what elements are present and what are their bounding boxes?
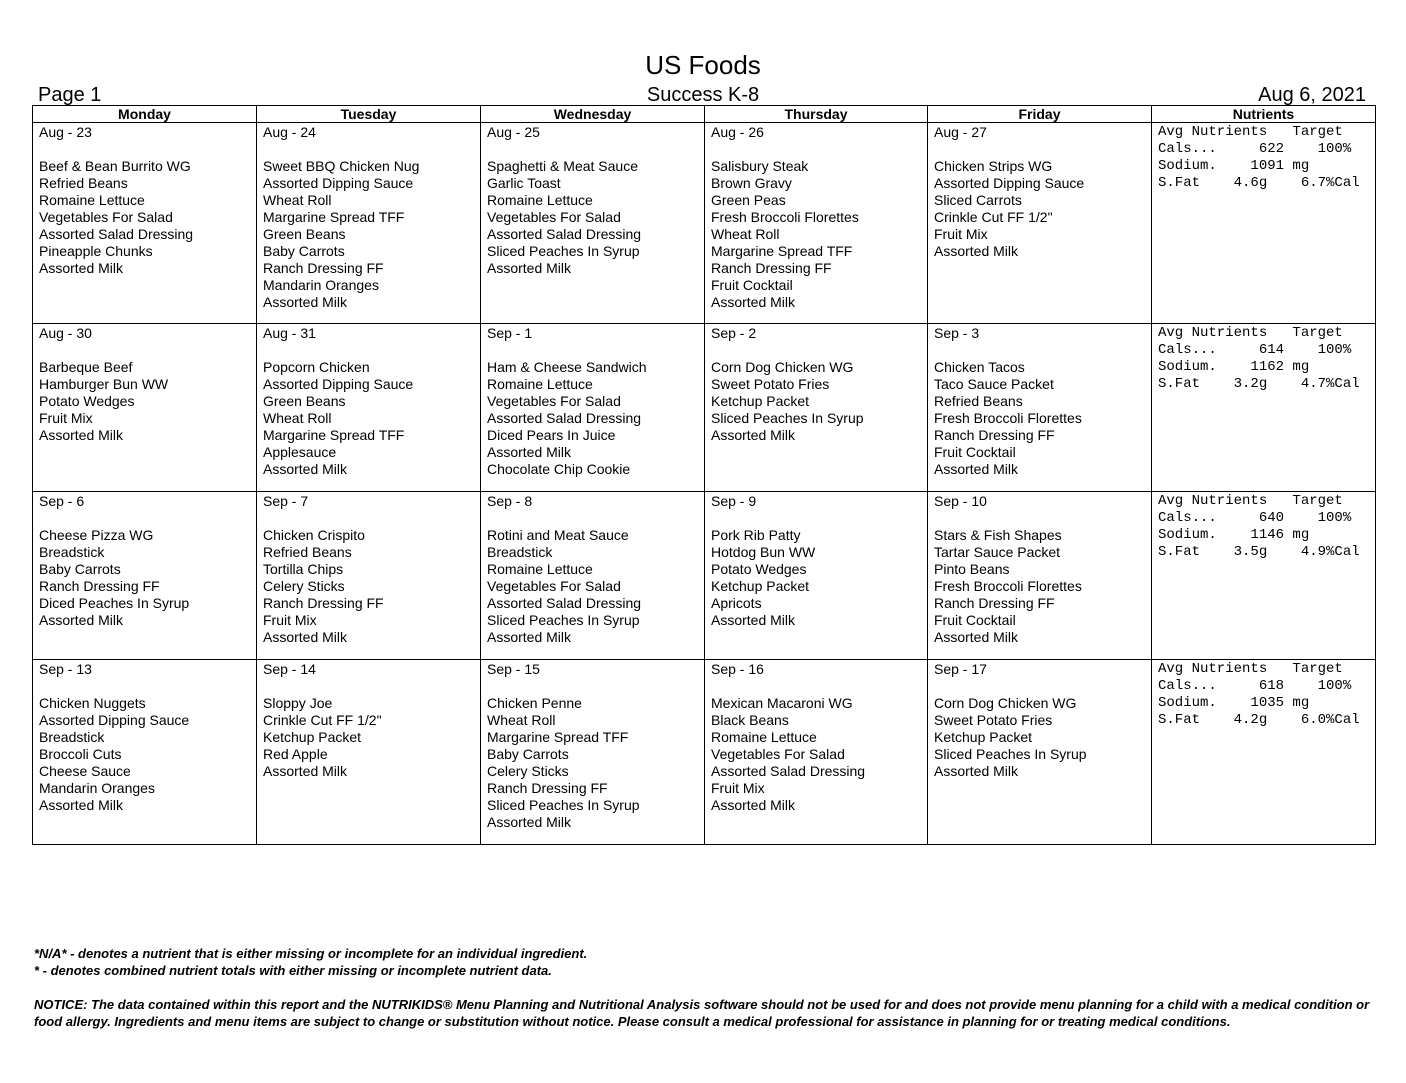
menu-item: Fresh Broccoli Florettes [934, 578, 1082, 594]
menu-item: Romaine Lettuce [39, 192, 145, 208]
day-cell [705, 324, 928, 492]
column-header-monday: Monday [33, 106, 257, 123]
menu-item: Breadstick [487, 544, 553, 560]
menu-item: Fruit Mix [39, 410, 93, 426]
menu-item: Diced Peaches In Syrup [39, 595, 190, 611]
day-cell [257, 492, 481, 660]
nutrients-cell [1152, 324, 1376, 492]
menu-item: Fruit Mix [263, 612, 317, 628]
menu-item: Ranch Dressing FF [263, 595, 384, 611]
menu-item: Wheat Roll [263, 192, 332, 208]
menu-item: Applesauce [263, 444, 337, 460]
menu-item: Margarine Spread TFF [711, 243, 853, 259]
day-cell [257, 660, 481, 845]
day-date: Aug - 30 [39, 325, 92, 341]
day-cell [257, 123, 481, 324]
menu-item: Corn Dog Chicken WG [934, 695, 1077, 711]
menu-item: Celery Sticks [263, 578, 345, 594]
menu-item: Assorted Milk [934, 763, 1019, 779]
day-date: Sep - 3 [934, 325, 980, 341]
menu-item: Assorted Dipping Sauce [263, 376, 414, 392]
menu-item: Fruit Mix [934, 226, 988, 242]
menu-item: Assorted Milk [263, 763, 348, 779]
day-cell [33, 324, 257, 492]
menu-item: Assorted Milk [487, 814, 572, 830]
nutrients-cell [1152, 660, 1376, 845]
day-date: Aug - 25 [487, 124, 540, 140]
school-name: Success K-8 [646, 84, 760, 106]
nutrient-line: Cals... 640 100% [1158, 510, 1352, 526]
menu-item: Vegetables For Salad [487, 209, 621, 225]
nutrient-line: Sodium. 1162 mg [1158, 359, 1310, 375]
column-header-tuesday: Tuesday [257, 106, 481, 123]
column-header-wednesday: Wednesday [481, 106, 705, 123]
menu-item: Sliced Peaches In Syrup [711, 410, 864, 426]
menu-item: Ketchup Packet [711, 578, 810, 594]
menu-item: Crinkle Cut FF 1/2" [934, 209, 1053, 225]
menu-item: Ranch Dressing FF [934, 595, 1055, 611]
nutrient-line: Sodium. 1035 mg [1158, 695, 1310, 711]
nutrient-line: Avg Nutrients Target [1158, 661, 1343, 677]
day-date: Aug - 31 [263, 325, 316, 341]
menu-item: Brown Gravy [711, 175, 792, 191]
day-date: Aug - 23 [39, 124, 92, 140]
menu-item: Cheese Pizza WG [39, 527, 154, 543]
menu-item: Black Beans [711, 712, 789, 728]
menu-item: Assorted Dipping Sauce [263, 175, 414, 191]
menu-item: Assorted Salad Dressing [711, 763, 866, 779]
menu-item: Vegetables For Salad [487, 393, 621, 409]
day-date: Sep - 8 [487, 493, 533, 509]
menu-item: Vegetables For Salad [487, 578, 621, 594]
menu-item: Celery Sticks [487, 763, 569, 779]
menu-item: Crinkle Cut FF 1/2" [263, 712, 382, 728]
menu-item: Chocolate Chip Cookie [487, 461, 631, 477]
menu-item: Wheat Roll [487, 712, 556, 728]
nutrient-line: Cals... 614 100% [1158, 342, 1352, 358]
day-date: Sep - 17 [934, 661, 987, 677]
menu-item: Sweet BBQ Chicken Nug [263, 158, 420, 174]
menu-item: Assorted Dipping Sauce [934, 175, 1085, 191]
day-cell [705, 660, 928, 845]
menu-item: Wheat Roll [711, 226, 780, 242]
menu-item: Mandarin Oranges [39, 780, 155, 796]
menu-item: Pinto Beans [934, 561, 1010, 577]
day-cell [33, 123, 257, 324]
menu-item: Assorted Milk [934, 629, 1019, 645]
nutrient-line: Avg Nutrients Target [1158, 325, 1343, 341]
menu-item: Spaghetti & Meat Sauce [487, 158, 638, 174]
day-date: Sep - 7 [263, 493, 309, 509]
day-cell [928, 660, 1152, 845]
report-title: US Foods [645, 50, 761, 80]
menu-item: Fresh Broccoli Florettes [711, 209, 859, 225]
column-header-friday: Friday [928, 106, 1152, 123]
menu-item: Romaine Lettuce [487, 192, 593, 208]
menu-item: Chicken Strips WG [934, 158, 1053, 174]
menu-item: Mandarin Oranges [263, 277, 379, 293]
menu-item: Hamburger Bun WW [39, 376, 169, 392]
menu-item: Assorted Milk [263, 629, 348, 645]
menu-item: Sliced Peaches In Syrup [934, 746, 1087, 762]
menu-item: Sliced Peaches In Syrup [487, 612, 640, 628]
day-date: Sep - 10 [934, 493, 987, 509]
menu-item: Cheese Sauce [39, 763, 131, 779]
menu-item: Assorted Milk [487, 260, 572, 276]
column-header-nutrients: Nutrients [1152, 106, 1376, 123]
day-cell [928, 324, 1152, 492]
menu-item: Diced Pears In Juice [487, 427, 616, 443]
menu-item: Assorted Milk [487, 444, 572, 460]
menu-item: Pineapple Chunks [39, 243, 153, 259]
day-cell [705, 123, 928, 324]
star-footnote: * - denotes combined nutrient totals with either missing or incomplete nutrient data. [34, 963, 552, 978]
day-date: Sep - 9 [711, 493, 757, 509]
menu-item: Sliced Peaches In Syrup [487, 797, 640, 813]
day-cell [33, 660, 257, 845]
menu-item: Sweet Potato Fries [711, 376, 830, 392]
menu-item: Beef & Bean Burrito WG [39, 158, 191, 174]
menu-item: Red Apple [263, 746, 328, 762]
menu-item: Ranch Dressing FF [263, 260, 384, 276]
menu-item: Refried Beans [39, 175, 128, 191]
menu-item: Sliced Carrots [934, 192, 1022, 208]
week-row [33, 492, 1376, 660]
menu-item: Ranch Dressing FF [934, 427, 1055, 443]
day-date: Sep - 1 [487, 325, 533, 341]
menu-item: Assorted Milk [39, 797, 124, 813]
nutrient-line: Avg Nutrients Target [1158, 493, 1343, 509]
menu-item: Romaine Lettuce [487, 376, 593, 392]
notice-text: NOTICE: The data contained within this report and the NUTRIKIDS® Menu Planning and Nutritional Analysis software should not be used for and does not provide menu planning for a child with a medical condition or food allergy. Ingredients and menu items are subject to change or substitution without notice. Please consult a medical professional for assistance in planning for or treating medical conditions. [34, 997, 1370, 1029]
day-date: Sep - 13 [39, 661, 92, 677]
menu-item: Assorted Milk [711, 612, 796, 628]
day-cell [928, 123, 1152, 324]
menu-item: Refried Beans [263, 544, 352, 560]
menu-item: Potato Wedges [711, 561, 807, 577]
menu-item: Fruit Cocktail [934, 612, 1016, 628]
menu-item: Apricots [711, 595, 762, 611]
menu-item: Vegetables For Salad [39, 209, 173, 225]
day-date: Aug - 26 [711, 124, 764, 140]
menu-item: Ranch Dressing FF [39, 578, 160, 594]
column-header-thursday: Thursday [705, 106, 928, 123]
menu-item: Hotdog Bun WW [711, 544, 816, 560]
menu-item: Assorted Dipping Sauce [39, 712, 190, 728]
menu-item: Ketchup Packet [711, 393, 810, 409]
menu-item: Assorted Milk [263, 461, 348, 477]
report-date: Aug 6, 2021 [1258, 84, 1366, 106]
nutrient-line: Cals... 622 100% [1158, 141, 1352, 157]
menu-item: Fruit Mix [711, 780, 765, 796]
menu-item: Potato Wedges [39, 393, 135, 409]
menu-item: Assorted Milk [263, 294, 348, 310]
menu-item: Sloppy Joe [263, 695, 333, 711]
menu-item: Ranch Dressing FF [711, 260, 832, 276]
nutrient-line: S.Fat 4.2g 6.0%Cal [1158, 712, 1360, 728]
menu-item: Chicken Penne [487, 695, 582, 711]
menu-item: Green Beans [263, 393, 346, 409]
menu-item: Margarine Spread TFF [487, 729, 629, 745]
day-cell [481, 324, 705, 492]
menu-item: Assorted Milk [39, 612, 124, 628]
menu-item: Refried Beans [934, 393, 1023, 409]
menu-item: Rotini and Meat Sauce [487, 527, 629, 543]
week-row [33, 660, 1376, 845]
nutrients-cell [1152, 123, 1376, 324]
menu-item: Margarine Spread TFF [263, 209, 405, 225]
menu-item: Tartar Sauce Packet [934, 544, 1061, 560]
menu-item: Ketchup Packet [263, 729, 362, 745]
day-date: Sep - 6 [39, 493, 85, 509]
nutrient-line: Avg Nutrients Target [1158, 124, 1343, 140]
menu-item: Margarine Spread TFF [263, 427, 405, 443]
menu-item: Assorted Milk [39, 427, 124, 443]
menu-item: Romaine Lettuce [711, 729, 817, 745]
menu-item: Pork Rib Patty [711, 527, 801, 543]
menu-item: Assorted Milk [711, 294, 796, 310]
menu-item: Taco Sauce Packet [934, 376, 1054, 392]
nutrients-cell [1152, 492, 1376, 660]
menu-item: Assorted Milk [711, 797, 796, 813]
menu-item: Mexican Macaroni WG [711, 695, 853, 711]
menu-item: Romaine Lettuce [487, 561, 593, 577]
nutrient-line: Sodium. 1091 mg [1158, 158, 1310, 174]
day-date: Aug - 24 [263, 124, 316, 140]
day-date: Sep - 14 [263, 661, 316, 677]
nutrient-line: Cals... 618 100% [1158, 678, 1352, 694]
day-cell [481, 660, 705, 845]
menu-item: Breadstick [39, 544, 105, 560]
menu-item: Assorted Milk [711, 427, 796, 443]
menu-item: Ranch Dressing FF [487, 780, 608, 796]
menu-item: Fruit Cocktail [934, 444, 1016, 460]
menu-item: Tortilla Chips [263, 561, 344, 577]
na-footnote: *N/A* - denotes a nutrient that is either missing or incomplete for an individual ingredient. [34, 946, 588, 961]
footnotes [34, 945, 1384, 1030]
menu-calendar [32, 105, 1376, 845]
week-row [33, 123, 1376, 324]
menu-item: Chicken Tacos [934, 359, 1025, 375]
column-header-row [33, 106, 1376, 123]
menu-item: Assorted Milk [934, 243, 1019, 259]
menu-item: Wheat Roll [263, 410, 332, 426]
menu-item: Assorted Milk [39, 260, 124, 276]
menu-item: Chicken Crispito [263, 527, 365, 543]
day-cell [928, 492, 1152, 660]
menu-item: Broccoli Cuts [39, 746, 122, 762]
menu-item: Sweet Potato Fries [934, 712, 1053, 728]
day-cell [257, 324, 481, 492]
menu-item: Corn Dog Chicken WG [711, 359, 854, 375]
menu-item: Ham & Cheese Sandwich [487, 359, 647, 375]
menu-item: Salisbury Steak [711, 158, 809, 174]
menu-item: Assorted Salad Dressing [487, 226, 642, 242]
nutrient-line: S.Fat 3.2g 4.7%Cal [1158, 376, 1360, 392]
menu-item: Green Beans [263, 226, 346, 242]
day-cell [705, 492, 928, 660]
day-cell [481, 492, 705, 660]
day-date: Sep - 15 [487, 661, 540, 677]
day-date: Aug - 27 [934, 124, 987, 140]
day-cell [481, 123, 705, 324]
nutrient-line: S.Fat 4.6g 6.7%Cal [1158, 175, 1360, 191]
day-date: Sep - 16 [711, 661, 764, 677]
day-cell [33, 492, 257, 660]
page-number: Page 1 [38, 84, 102, 106]
menu-item: Breadstick [39, 729, 105, 745]
menu-item: Fruit Cocktail [711, 277, 793, 293]
menu-item: Popcorn Chicken [263, 359, 370, 375]
menu-item: Green Peas [711, 192, 786, 208]
menu-item: Assorted Salad Dressing [487, 595, 642, 611]
week-row [33, 324, 1376, 492]
menu-item: Baby Carrots [263, 243, 345, 259]
menu-item: Chicken Nuggets [39, 695, 146, 711]
menu-item: Assorted Milk [934, 461, 1019, 477]
menu-item: Assorted Salad Dressing [39, 226, 194, 242]
menu-item: Fresh Broccoli Florettes [934, 410, 1082, 426]
menu-item: Assorted Salad Dressing [487, 410, 642, 426]
menu-item: Baby Carrots [39, 561, 121, 577]
menu-item: Baby Carrots [487, 746, 569, 762]
nutrient-line: Sodium. 1146 mg [1158, 527, 1310, 543]
menu-item: Assorted Milk [487, 629, 572, 645]
menu-item: Sliced Peaches In Syrup [487, 243, 640, 259]
menu-item: Ketchup Packet [934, 729, 1033, 745]
day-date: Sep - 2 [711, 325, 757, 341]
nutrient-line: S.Fat 3.5g 4.9%Cal [1158, 544, 1360, 560]
menu-item: Garlic Toast [487, 175, 561, 191]
menu-item: Stars & Fish Shapes [934, 527, 1062, 543]
menu-item: Vegetables For Salad [711, 746, 845, 762]
menu-item: Barbeque Beef [39, 359, 133, 375]
